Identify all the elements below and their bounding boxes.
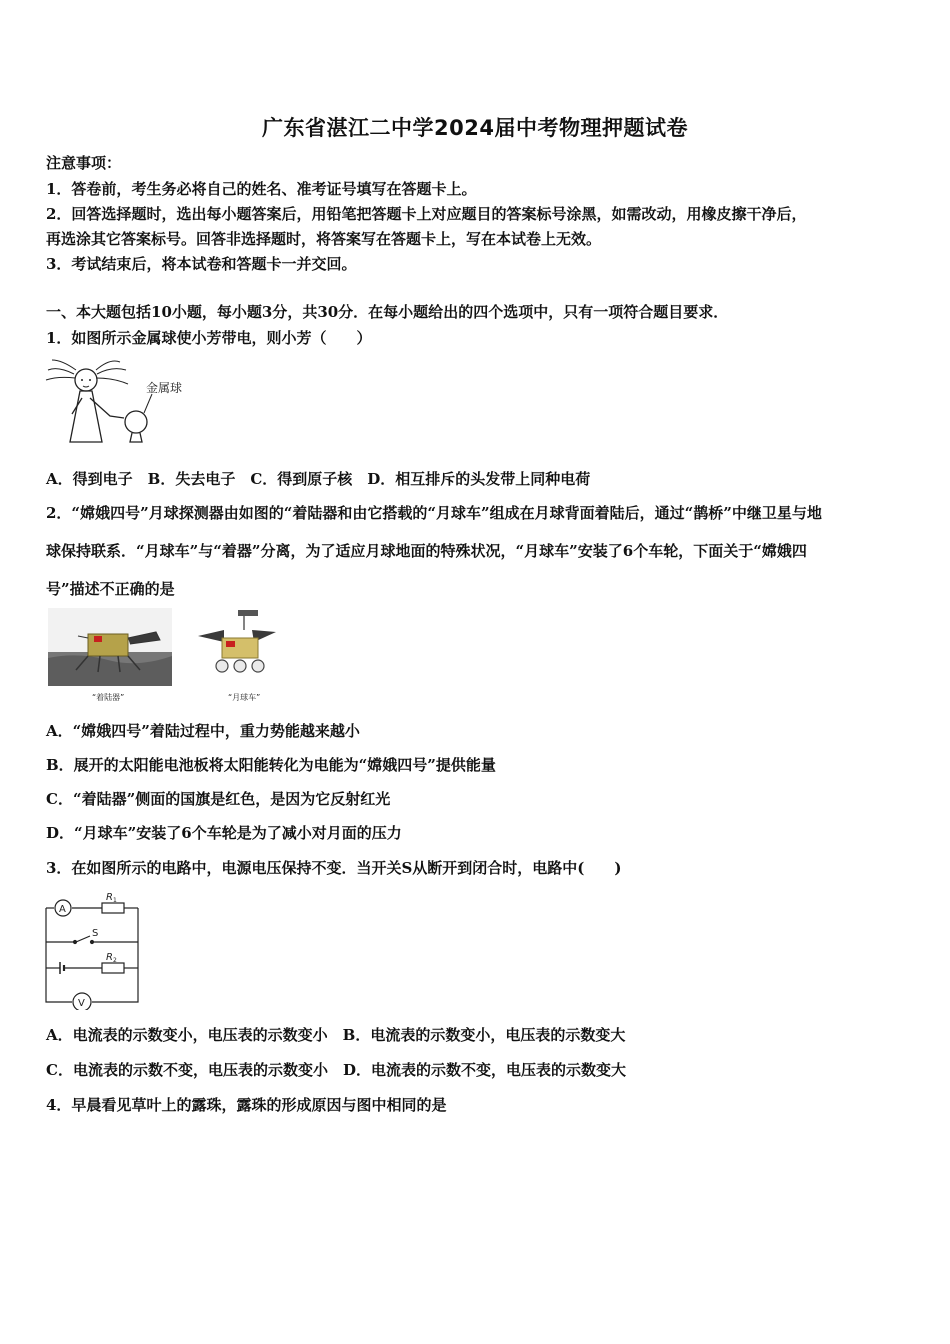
r1-label: R bbox=[106, 892, 113, 903]
question-2-option: D．“月球车”安装了6个车轮是为了减小对月面的压力 bbox=[46, 824, 402, 842]
question-3-options: C．电流表的示数不变，电压表的示数变小 D．电流表的示数不变，电压表的示数变大 bbox=[46, 1061, 626, 1079]
question-2-option: B．展开的太阳能电池板将太阳能转化为电能为“嫦娥四号”提供能量 bbox=[46, 756, 496, 774]
question-2-figure bbox=[48, 608, 288, 704]
question-1-options: A．得到电子 B．失去电子 C．得到原子核 D．相互排斥的头发带上同种电荷 bbox=[46, 470, 591, 488]
section-heading: 一、本大题包括10小题，每小题3分，共30分．在每小题给出的四个选项中，只有一项符合题目要求． bbox=[46, 303, 729, 321]
question-2-stem: 号”描述不正确的是 bbox=[46, 580, 175, 598]
question-2-stem: 球保持联系．“月球车”与“着器”分离，为了适应月球地面的特殊状况，“月球车”安装了6个车轮，下面关于“嫦娥四 bbox=[46, 542, 807, 560]
rover-caption: “月球车” bbox=[228, 693, 261, 702]
metal-ball-label: 金属球 bbox=[146, 381, 183, 395]
voltmeter-label: V bbox=[78, 998, 85, 1009]
flag-icon bbox=[94, 636, 102, 642]
question-4-stem: 4．早晨看见草叶上的露珠，露珠的形成原因与图中相同的是 bbox=[46, 1096, 447, 1114]
lander-caption: “着陆器” bbox=[92, 693, 125, 702]
question-3-options: A．电流表的示数变小，电压表的示数变小 B．电流表的示数变小，电压表的示数变大 bbox=[46, 1026, 626, 1044]
switch-icon bbox=[76, 936, 90, 942]
r2-subscript: 2 bbox=[113, 957, 117, 964]
ammeter-label: A bbox=[59, 904, 66, 915]
circuit-diagram bbox=[44, 890, 144, 1010]
question-1-figure bbox=[44, 358, 204, 446]
question-2-option: C．“着陆器”侧面的国旗是红色，是因为它反射红光 bbox=[46, 790, 391, 808]
notice-heading: 注意事项： bbox=[46, 154, 122, 172]
question-2-option: A．“嫦娥四号”着陆过程中，重力势能越来越小 bbox=[46, 722, 360, 740]
question-3-stem: 3．在如图所示的电路中，电源电压保持不变．当开关S从断开到闭合时，电路中( ) bbox=[46, 859, 622, 877]
notice-item: 1．答卷前，考生务必将自己的姓名、准考证号填写在答题卡上。 bbox=[46, 180, 477, 198]
notice-item: 再选涂其它答案标号。回答非选择题时，将答案写在答题卡上，写在本试卷上无效。 bbox=[46, 230, 602, 248]
page-title: 广东省湛江二中学2024届中考物理押题试卷 bbox=[262, 116, 688, 140]
notice-item: 3．考试结束后，将本试卷和答题卡一并交回。 bbox=[46, 255, 357, 273]
notice-item: 2．回答选择题时，选出每小题答案后，用铅笔把答题卡上对应题目的答案标号涂黑，如需改动，用橡皮擦干净后， bbox=[46, 205, 807, 223]
r2-label: R bbox=[106, 952, 113, 963]
question-1-stem: 1．如图所示金属球使小芳带电，则小芳（ ） bbox=[46, 329, 372, 347]
question-2-stem: 2．“嫦娥四号”月球探测器由如图的“着陆器和由它搭载的“月球车”组成在月球背面着陆后，通过“鹊桥”中继卫星与地 bbox=[46, 504, 822, 522]
switch-label: S bbox=[92, 928, 99, 939]
r1-subscript: 1 bbox=[113, 897, 117, 904]
